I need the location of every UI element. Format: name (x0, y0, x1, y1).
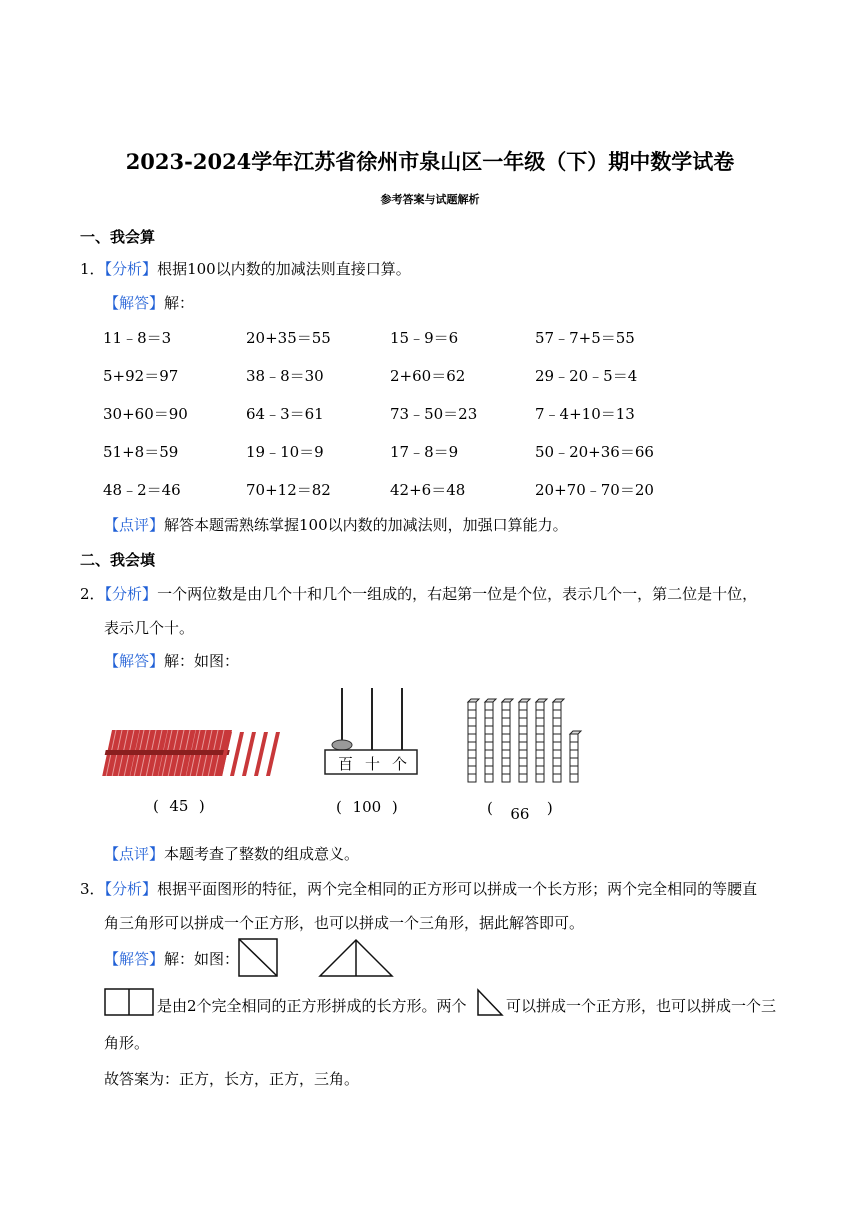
q1-comment-line (104, 514, 568, 535)
analysis-tag: 【分析】 (104, 880, 158, 898)
answer-tag: 【解答】 (104, 652, 165, 670)
q2-answer-prefix: 解：如图： (164, 652, 240, 670)
abacus-label-hundreds: 百 (338, 755, 354, 773)
section-heading-1: 一、我会算 (80, 228, 156, 246)
cube-rod-icon (553, 699, 564, 782)
q2-analysis-line-2: 表示几个十。 (104, 619, 195, 637)
cube-rod-icon (502, 699, 513, 782)
equation: 19﹣10＝9 (246, 443, 324, 461)
q1-answer-prefix: 解： (164, 294, 195, 312)
q1-analysis-text: 根据100以内数的加减法则直接口算。 (157, 260, 411, 278)
equation: 73﹣50＝23 (390, 405, 478, 423)
equation: 38﹣8＝30 (246, 367, 324, 385)
page-subtitle: 参考答案与试题解析 (380, 193, 480, 206)
q3-answer-line (104, 948, 239, 969)
q2-comment-line (104, 843, 359, 864)
question-number: 3． (80, 880, 105, 898)
cube-rods-figure (462, 700, 584, 784)
triangle-split-icon (318, 938, 396, 978)
q2-comment-text: 本题考查了整数的组成意义。 (164, 845, 360, 863)
q1-comment-text: 解答本题需熟练掌握100以内数的加减法则，加强口算能力。 (164, 516, 568, 534)
question-number: 2． (80, 585, 105, 603)
equation: 20+35＝55 (246, 329, 331, 347)
answer-tag: 【解答】 (104, 950, 165, 968)
equation: 5+92＝97 (103, 367, 179, 385)
answer-tag: 【解答】 (104, 294, 165, 312)
square-with-diagonal-icon (238, 938, 280, 978)
equation: 17﹣8＝9 (390, 443, 459, 461)
q3-text-c: 角形。 (104, 1034, 150, 1052)
q3-text-a: 是由2个完全相同的正方形拼成的长方形。两个 (157, 997, 467, 1015)
right-triangle-icon (476, 988, 504, 1018)
cube-rod-icon (485, 699, 496, 782)
q3-analysis-line-2: 角三角形可以拼成一个正方形，也可以拼成一个三角形，据此解答即可。 (104, 914, 585, 932)
equation: 20+70﹣70＝20 (535, 481, 654, 499)
q3-text-b: 可以拼成一个正方形，也可以拼成一个三 (506, 997, 777, 1015)
equation: 11﹣8＝3 (103, 329, 172, 347)
q1-answer-line (104, 292, 194, 313)
cube-rod-icon (536, 699, 547, 782)
equation: 70+12＝82 (246, 481, 331, 499)
equation: 7﹣4+10＝13 (535, 405, 635, 423)
two-squares-rectangle-icon (104, 988, 156, 1018)
equation: 64﹣3＝61 (246, 405, 324, 423)
equation: 15﹣9＝6 (390, 329, 459, 347)
q2-analysis-text-1: 一个两位数是由几个十和几个一组成的，右起第一位是个位，表示几个一，第二位是十位， (157, 585, 758, 603)
analysis-tag: 【分析】 (104, 260, 158, 278)
equation: 51+8＝59 (103, 443, 179, 461)
abacus-label-ones: 个 (392, 755, 408, 773)
comment-tag: 【点评】 (104, 845, 165, 863)
cube-rod-icon (519, 699, 530, 782)
q3-answer-prefix: 解：如图： (164, 950, 240, 968)
equation: 29﹣20﹣5＝4 (535, 367, 638, 385)
section-heading-2: 二、我会填 (80, 551, 156, 569)
figure-answer-2: ( 100 ) (336, 798, 398, 816)
q2-answer-line (104, 650, 239, 671)
cube-rod-icon (570, 731, 581, 782)
cube-rod-icon (468, 699, 479, 782)
equation: 42+6＝48 (390, 481, 466, 499)
figure-answer-3: ( 66 ) (487, 799, 553, 823)
equation: 2+60＝62 (390, 367, 466, 385)
q3-final-answer: 故答案为：正方，长方，正方，三角。 (104, 1070, 360, 1088)
abacus-bead-icon (332, 740, 352, 750)
analysis-tag: 【分析】 (104, 585, 158, 603)
abacus-label-tens: 十 (365, 755, 381, 773)
equation: 50﹣20+36＝66 (535, 443, 654, 461)
q1-analysis-line (80, 258, 411, 279)
question-number: 1． (80, 260, 105, 278)
equation: 57﹣7+5＝55 (535, 329, 635, 347)
figure-answer-1: ( 45 ) (153, 797, 205, 815)
equation: 30+60＝90 (103, 405, 188, 423)
q3-analysis-line-1 (80, 878, 757, 899)
equation: 48﹣2＝46 (103, 481, 181, 499)
page-title: 2023-2024学年江苏省徐州市泉山区一年级（下）期中数学试卷 (125, 149, 735, 174)
q2-analysis-line-1 (80, 583, 757, 604)
q3-analysis-text-1: 根据平面图形的特征，两个完全相同的正方形可以拼成一个长方形；两个完全相同的等腰直 (157, 880, 758, 898)
comment-tag: 【点评】 (104, 516, 165, 534)
